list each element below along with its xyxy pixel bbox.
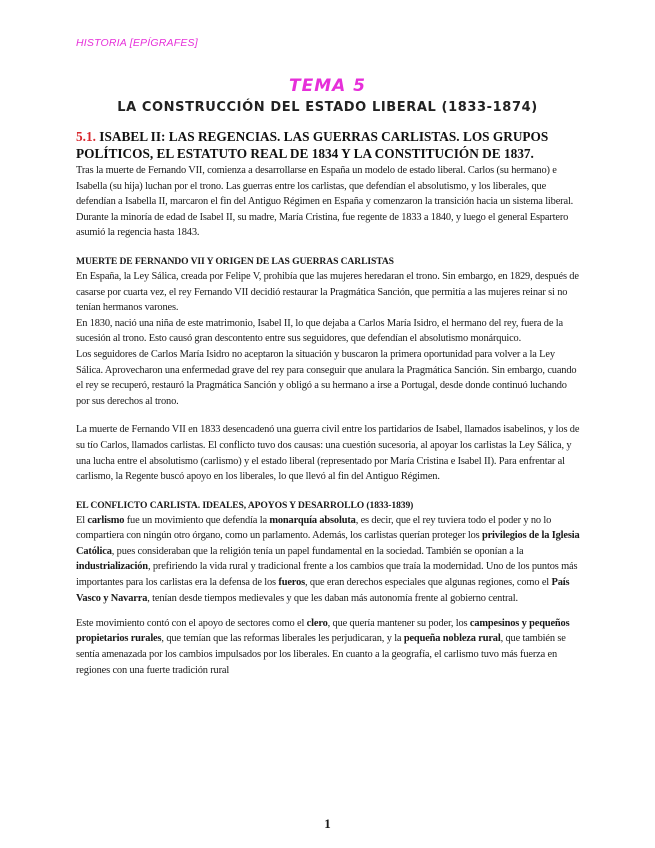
text-run: Este movimiento contó con el apoyo de sectores como el	[76, 617, 307, 629]
subheading-muerte: MUERTE DE FERNANDO VII Y ORIGEN DE LAS GUERRAS CARLISTAS	[76, 255, 394, 267]
section-title	[76, 128, 582, 162]
muerte-paragraph-2: En 1830, nació una niña de este matrimonio, Isabel II, lo que dejaba a Carlos María Isidro, el hermano del rey, fuera de la sucesión al trono. Esto causó gran descontento entre sus seguidores, que defendían el absolutismo monárquico.	[76, 317, 563, 345]
text-run: , que también se sentía amenazada por los cambios impulsados por los liberales. En cuanto a la geografía, el carlismo tuvo más fuerza en regiones con una fuerte tradición rural	[76, 633, 566, 676]
chapter-title: TEMA 5	[288, 76, 367, 96]
bold-term: campesinos y pequeños propietarios rurales	[76, 617, 570, 645]
bold-term: monarquía absoluta	[269, 514, 356, 526]
bold-term: País Vasco y Navarra	[76, 577, 570, 604]
subheading-conflicto: EL CONFLICTO CARLISTA. IDEALES, APOYOS Y DESARROLLO (1833-1839)	[76, 499, 414, 511]
intro-paragraph-2: Durante la minoría de edad de Isabel II, su madre, María Cristina, fue regente de 1833 a 1840, y luego el general Espartero asumió la regencia hasta 1843.	[76, 211, 569, 239]
intro-paragraph-1: Tras la muerte de Fernando VII, comienza a desarrollarse en España un modelo de estado liberal. Carlos (su hermano) e Isabella (su hija) luchan por el trono. Las guerras entre los carlistas, que defendían el absolutismo, y los liberales, que defendían a Isabella II, marcaron el fin del Antiguo Régimen en España y comenzaron la transición hacia un sistema liberal.	[76, 165, 574, 208]
muerte-paragraph-1: En España, la Ley Sálica, creada por Felipe V, prohibía que las mujeres heredaran el trono. Sin embargo, en 1829, después de casarse por cuarta vez, el rey Fernando VII decidió restaurar la Pragmática Sanción, que permitía a las mujeres reinar si no tenían hermanos varones.	[76, 270, 579, 314]
text-run: , pues consideraban que la religión tenía un papel fundamental en la sociedad. También se oponían a la	[111, 545, 524, 557]
bold-term: carlismo	[87, 514, 125, 526]
bold-term: industrialización	[76, 561, 148, 573]
bold-term: privilegios de la Iglesia Católica	[76, 530, 580, 557]
conflicto-paragraph-1	[76, 513, 582, 607]
section-number: 5.1.	[76, 129, 96, 144]
text-run: , que quería mantener su poder, los	[327, 617, 470, 629]
text-run: , que eran derechos especiales que algunas regiones, como el	[305, 577, 552, 589]
chapter-subtitle: LA CONSTRUCCIÓN DEL ESTADO LIBERAL (1833-1874)	[117, 100, 538, 115]
text-run: fue un movimiento que defendía la	[124, 514, 270, 526]
section-title-text: ISABEL II: LAS REGENCIAS. LAS GUERRAS CARLISTAS. LOS GRUPOS POLÍTICOS, EL ESTATUTO REAL DE 1834 Y LA CONSTITUCIÓN DE 1837.	[76, 129, 549, 161]
bold-term: fueros	[278, 577, 306, 589]
running-header: HISTORIA [EPÍGRAFES]	[76, 37, 198, 49]
muerte-paragraph-3: Los seguidores de Carlos María Isidro no aceptaron la situación y buscaron la primera oportunidad para volver a la Ley Sálica. Aprovecharon una enfermedad grave del rey para conseguir que anulara la Pragmática Sanción. Sin embargo, cuando el rey se recuperó, restauró la Pragmática Sanción y obligó a su hermano a irse a Portugal, desde donde continuó luchando por sus derechos al trono.	[76, 348, 577, 407]
text-run: , que temían que las reformas liberales les perjudicaran, y la	[161, 633, 404, 645]
conflicto-paragraph-2	[76, 616, 582, 678]
bold-term: clero	[306, 617, 328, 629]
bold-term: pequeña nobleza rural	[403, 633, 501, 645]
muerte-paragraph-4: La muerte de Fernando VII en 1833 desencadenó una guerra civil entre los partidarios de Isabel, llamados isabelinos, y los de su tío Carlos, llamados carlistas. El conflicto tuvo dos causas: una cuestión sucesoria, al apoyar los carlistas la Ley Sálica, y una lucha entre el absolutismo (carlismo) y el estado liberal (representado por María Cristina e Isabel II). Para enfrentar al carlismo, la Regente buscó apoyo en los liberales, lo que llevó al fin del Antiguo Régimen.	[76, 424, 580, 483]
text-run: , tenían desde tiempos medievales y que les daban más autonomía frente al gobierno central.	[147, 592, 518, 604]
content-body	[76, 128, 582, 678]
text-run: , es decir, que el rey tuviera todo el poder y no lo compartiera con ningún otro órgano, como un parlamento. Además, los carlistas querían proteger los	[76, 514, 552, 542]
page-number: 1	[324, 816, 331, 831]
text-run: , prefiriendo la vida rural y tradicional frente a los cambios que traía la modernidad. Uno de los puntos más importantes para los carlistas era la defensa de los	[76, 561, 578, 589]
text-run: El	[76, 514, 88, 526]
